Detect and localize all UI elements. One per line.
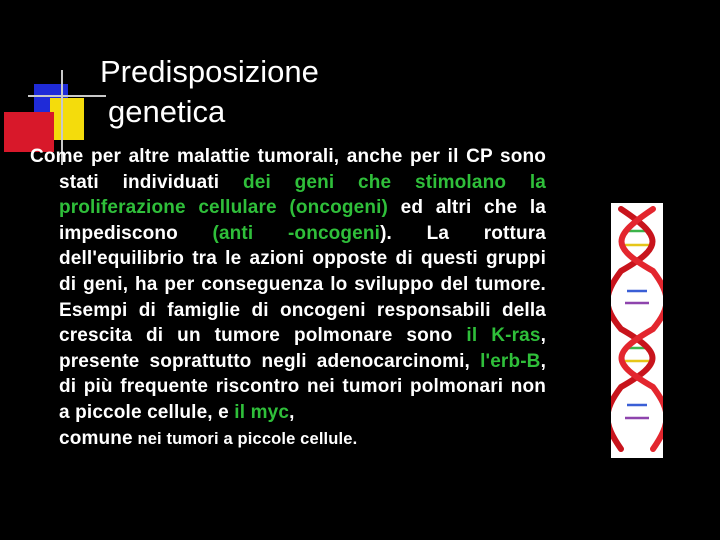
- text-segment: Come per altre malattie tumorali, anche per il CP sono stati individuati: [30, 146, 546, 193]
- highlight-myc: il myc: [234, 401, 290, 423]
- text-segment-small: nei tumori a piccole cellule.: [132, 429, 358, 448]
- highlight-erb-b: l'erb-B: [480, 350, 541, 372]
- text-segment: ed altri che la impediscono: [59, 197, 546, 244]
- text-segment: , di più frequente riscontro nei tumori polmonari non a piccole cellule, e: [59, 350, 546, 423]
- dna-helix-image: [611, 203, 663, 458]
- highlight-oncogeni: dei geni che stimolano la proliferazione cellulare (oncogeni): [59, 171, 546, 219]
- text-segment: , presente soprattutto negli adenocarcinomi,: [59, 325, 546, 372]
- text-segment: ). La rottura dell'equilibrio tra le azioni opposte di questi gruppi di geni, ha per conseguenza lo sviluppo del tumore. Esempi di famiglie di oncogeni responsabili della crescita di un tumore polmonare sono: [59, 222, 546, 347]
- main-text: [30, 144, 546, 426]
- title-line-2: genetica: [108, 94, 226, 129]
- last-line: [30, 426, 546, 453]
- title-line-1: Predisposizione: [100, 54, 319, 89]
- text-segment: comune: [59, 427, 133, 449]
- highlight-anti-oncogeni: (anti -oncogeni: [212, 222, 381, 244]
- highlight-k-ras: il K-ras: [466, 325, 541, 347]
- body-paragraph: [30, 144, 546, 452]
- text-segment: ,: [289, 401, 295, 423]
- slide-title: [100, 52, 319, 132]
